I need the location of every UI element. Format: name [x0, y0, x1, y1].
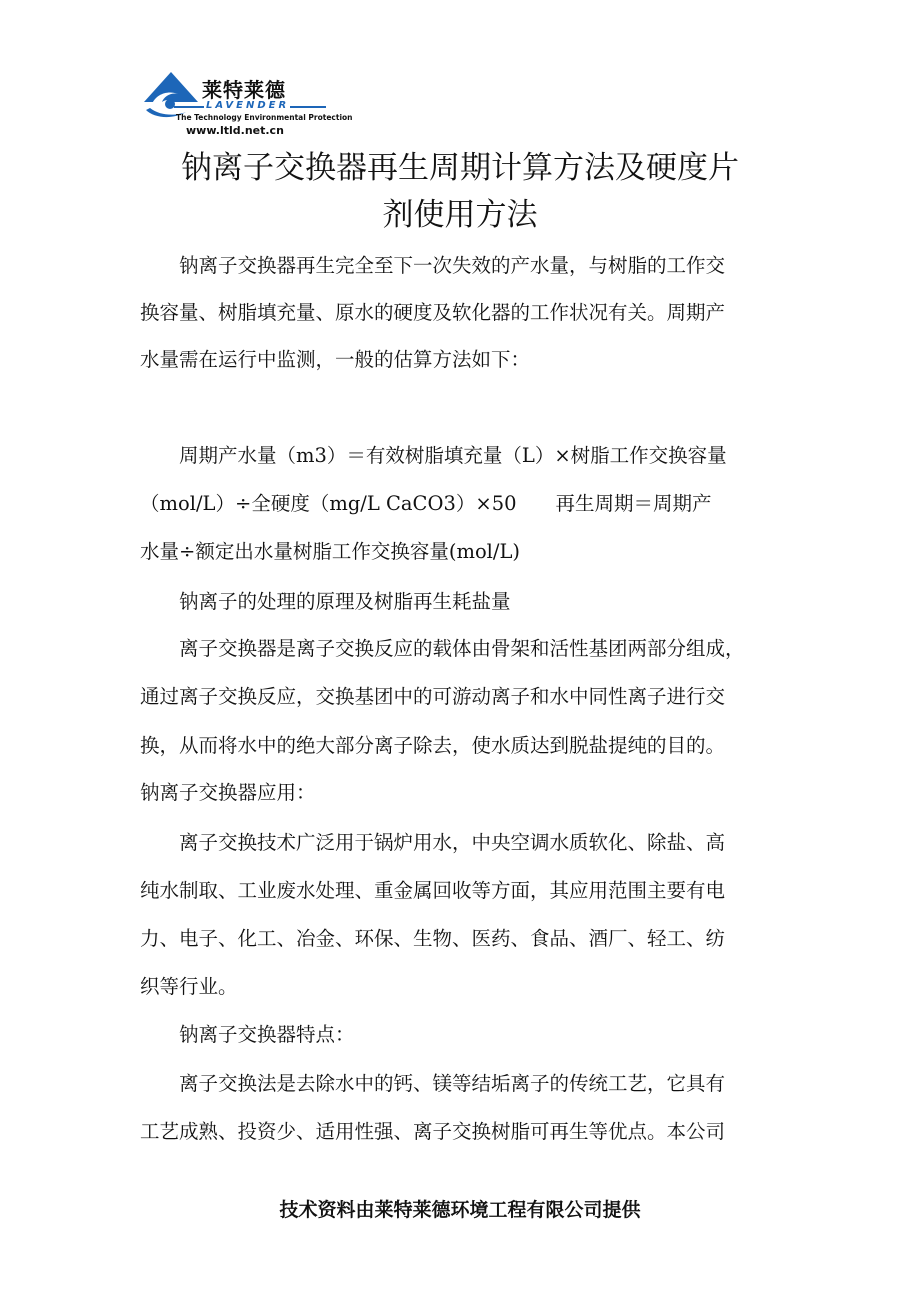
- document-title-line1: 钠离子交换器再生周期计算方法及硬度片: [181, 150, 739, 186]
- body-line: 离子交换法是去除水中的钙、镁等结垢离子的传统工艺，它具有: [140, 1072, 726, 1095]
- section-heading: 钠离子交换器特点：: [140, 1023, 355, 1046]
- page-footer: 技术资料由莱特莱德环境工程有限公司提供: [279, 1199, 641, 1221]
- body-line: 换容量、树脂填充量、原水的硬度及软化器的工作状况有关。周期产: [140, 301, 726, 324]
- body-line: 周期产水量（m3）＝有效树脂填充量（L）×树脂工作交换容量: [140, 444, 727, 467]
- section-heading: 钠离子交换器应用：: [140, 781, 316, 804]
- logo-divider-right: [290, 106, 326, 108]
- body-line: 离子交换技术广泛用于锅炉用水，中央空调水质软化、除盐、高: [140, 831, 726, 854]
- body-line: 纯水制取、工业废水处理、重金属回收等方面，其应用范围主要有电: [140, 879, 726, 902]
- body-line: 水量÷额定出水量树脂工作交换容量(mol/L): [140, 540, 521, 563]
- section-heading: 钠离子的处理的原理及树脂再生耗盐量: [140, 590, 511, 613]
- logo-chinese-name: 莱特莱德: [202, 78, 286, 102]
- logo-divider-left: [174, 106, 204, 108]
- company-logo: [142, 70, 353, 140]
- logo-url: www.ltld.net.cn: [186, 124, 284, 137]
- body-line: 力、电子、化工、冶金、环保、生物、医药、食品、酒厂、轻工、纺: [140, 927, 726, 950]
- body-line: 通过离子交换反应，交换基团中的可游动离子和水中同性离子进行交: [140, 685, 726, 708]
- body-line: 织等行业。: [140, 975, 238, 998]
- body-line: （mol/L）÷全硬度（mg/L CaCO3）×50 再生周期＝周期产: [140, 492, 712, 515]
- body-line: 水量需在运行中监测，一般的估算方法如下：: [140, 348, 531, 371]
- body-line: 离子交换器是离子交换反应的载体由骨架和活性基团两部分组成，: [140, 637, 745, 660]
- body-line: 钠离子交换器再生完全至下一次失效的产水量，与树脂的工作交: [140, 254, 726, 277]
- document-title-line2: 剂使用方法: [382, 197, 538, 233]
- logo-tagline: The Technology Environmental Protection: [176, 113, 353, 122]
- body-line: 换，从而将水中的绝大部分离子除去，使水质达到脱盐提纯的目的。: [140, 734, 726, 757]
- logo-english-name: LAVENDER: [206, 100, 290, 111]
- body-line: 工艺成熟、投资少、适用性强、离子交换树脂可再生等优点。本公司: [140, 1120, 726, 1143]
